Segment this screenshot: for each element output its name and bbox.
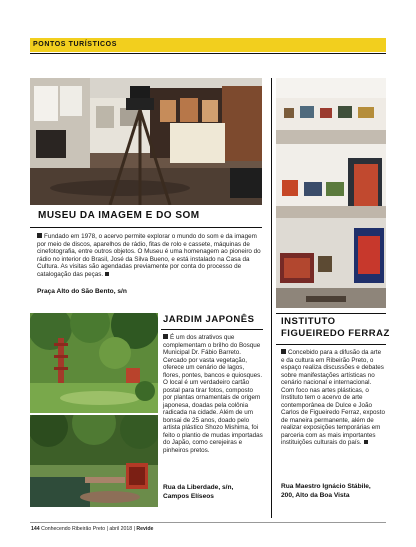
institute-address-line2: 200, Alto da Boa Vista [281, 492, 350, 499]
footer [31, 526, 153, 532]
section-rule [30, 53, 386, 54]
garden-body-text: É um dos atrativos que complementam o brilho do Bosque Municipal Dr. Fábio Barreto. Cercado por vasta vegetação, oferece um cenário de lagos, flores, pontes, bancos e quiosques. O local é um verdadeiro cartão postal para tirar fotos, composto por plantas ornamentais de origem japonesa, doadas pela colônia radicada na cidade. Além de um bonsai de 25 anos, doado pelo artista plástico Shozo Mishima, foi feito o plantio de mudas importadas do Japão, como cerejeiras e pinheiros pretos. [163, 334, 263, 454]
museum-body [37, 233, 261, 278]
bullet-icon [281, 349, 286, 354]
bullet-icon [37, 233, 42, 238]
institute-body [281, 349, 385, 447]
institute-address-line1: Rua Maestro Ignácio Stábile, [281, 483, 371, 490]
end-mark-icon [364, 440, 368, 444]
garden-address-line1: Rua da Liberdade, s/n, [163, 484, 234, 491]
garden-address-line2: Campos Elíseos [163, 493, 214, 500]
garden-photo-top-art [30, 313, 158, 413]
institute-top-rule [276, 313, 386, 314]
museum-title-rule [30, 227, 262, 228]
end-mark-icon [105, 272, 109, 276]
footer-rule [30, 522, 386, 523]
garden-photo-bottom [30, 415, 158, 507]
institute-title-rule [276, 344, 386, 345]
garden-photo-bottom-art [30, 415, 158, 507]
museum-body-text: Fundado em 1978, o acervo permite explorar o mundo do som e da imagem por meio de discos, aparelhos de rádio, fitas de rolo e cassete, máquinas de cinefotografia, entre outros objetos. O Museu é uma homenagem ao pioneiro do rádio no interior do Brasil, José da Silva Bueno, e está instalado na Casa da Cultura. As visitas são agendadas previamente por conta do processo de catalogação das peças. [37, 233, 261, 278]
gallery-photo-art [276, 78, 386, 308]
bullet-icon [163, 334, 168, 339]
section-label: PONTOS TURÍSTICOS [30, 38, 386, 52]
institute-title-line2: FIGUEIREDO FERRAZ [281, 328, 390, 339]
footer-brand: Revide [136, 526, 154, 532]
page-number: 144 [31, 526, 40, 532]
garden-body [163, 334, 263, 454]
garden-photo-top [30, 313, 158, 413]
gallery-photo [276, 78, 386, 308]
column-divider [271, 78, 272, 518]
museum-photo-art [30, 78, 262, 205]
garden-title-rule [161, 329, 263, 330]
institute-title-line1: INSTITUTO [281, 316, 336, 327]
museum-photo [30, 78, 262, 205]
museum-title: MUSEU DA IMAGEM E DO SOM [38, 210, 200, 221]
garden-title: JARDIM JAPONÊS [163, 314, 255, 325]
institute-body-text: Concebido para a difusão da arte e da cultura em Ribeirão Preto, o espaço realiza discussões e debates sobre manifestações artísticas no cenário nacional e internacional. Com foco nas artes plásticas, o Instituto tem o acervo de arte contemporânea de Dulce e João Carlos de Figueiredo Ferraz, exposto de maneira permanente, além de realizar exposições temporárias em parceria com as mais importantes instituições culturais do país. [281, 349, 385, 446]
museum-address: Praça Alto do São Bento, s/n [37, 288, 127, 295]
footer-text: Conhecendo Ribeirão Preto | abril 2018 | [41, 526, 135, 532]
